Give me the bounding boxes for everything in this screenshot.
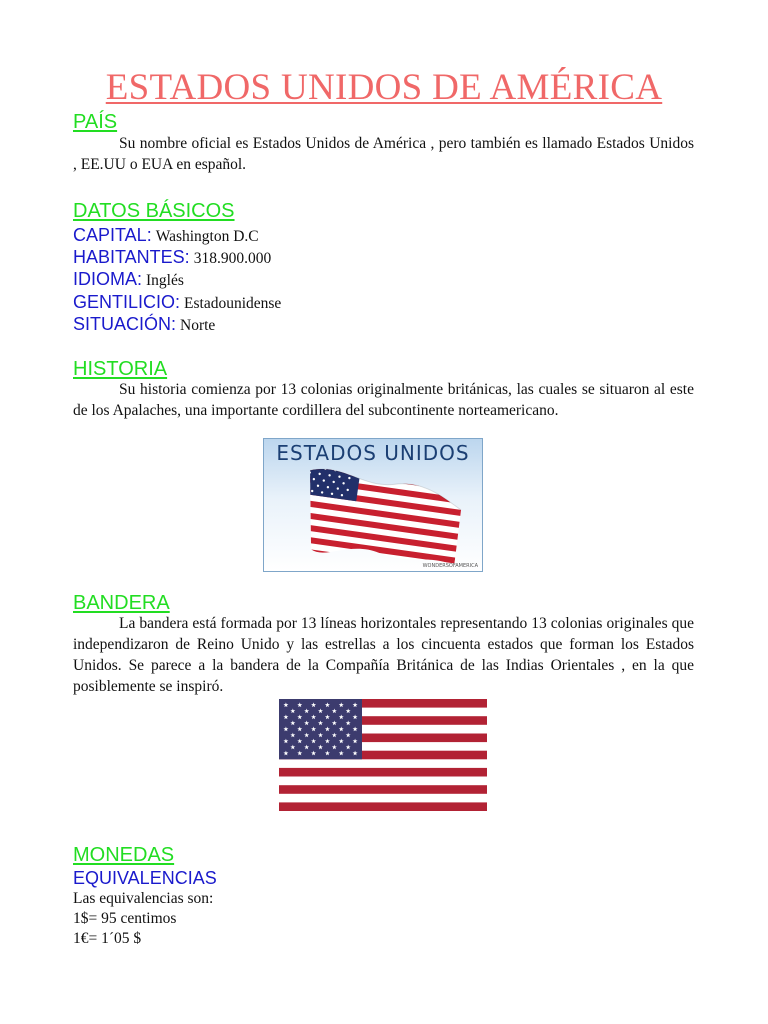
equivalencia-euro: 1€= 1´05 $ (73, 930, 142, 947)
section-heading-historia: HISTORIA (73, 358, 168, 380)
document-title: ESTADOS UNIDOS DE AMÉRICA (105, 67, 663, 108)
habitantes-label: HABITANTES: (73, 247, 190, 267)
us-flag-icon (279, 699, 487, 811)
idioma-label: IDIOMA: (73, 269, 143, 289)
pais-text: Su nombre oficial es Estados Unidos de América , pero también es llamado Estados Unidos , EE.UU o EUA en español. (73, 135, 694, 173)
estados-unidos-image (263, 438, 483, 572)
historia-paragraph (73, 379, 694, 421)
equivalencias-subheading: EQUIVALENCIAS (73, 868, 217, 888)
image-title: ESTADOS UNIDOS (276, 441, 470, 465)
datos-idioma-row (73, 268, 184, 292)
datos-capital-row (73, 224, 259, 248)
historia-text: Su historia comienza por 13 colonias originalmente británicas, las cuales se situaron al este de los Apalaches, una importante cordillera del subcontinente norteamericano. (73, 381, 694, 419)
situacion-value: Norte (180, 317, 216, 334)
gentilicio-label: GENTILICIO: (73, 292, 181, 312)
bandera-paragraph (73, 613, 694, 697)
equivalencia-dolar: 1$= 95 centimos (73, 910, 177, 927)
datos-gentilicio-row (73, 291, 281, 315)
bandera-text: La bandera está formada por 13 líneas horizontales representando 13 colonias originales que independizaron de Reino Unido y las estrellas a los cincuenta estados que forman los Estados Unidos. Se parece a la bandera de la Compañía Británica de las Indias Orientales , en la que posiblemente se inspiró. (73, 615, 694, 695)
gentilicio-value: Estadounidense (184, 295, 282, 312)
capital-label: CAPITAL: (73, 225, 152, 245)
capital-value: Washington D.C (155, 228, 259, 245)
image-caption: WONDERSOFAMERICA (422, 563, 478, 569)
datos-situacion-row (73, 313, 215, 337)
waving-flag-icon (264, 439, 483, 572)
section-heading-pais: PAÍS (73, 111, 118, 133)
idioma-value: Inglés (146, 272, 184, 289)
section-heading-monedas: MONEDAS (73, 844, 175, 866)
situacion-label: SITUACIÓN: (73, 314, 177, 334)
datos-habitantes-row (73, 246, 271, 270)
pais-paragraph (73, 133, 694, 175)
habitantes-value: 318.900.000 (193, 250, 272, 267)
section-heading-datos: DATOS BÁSICOS (73, 200, 235, 222)
section-heading-bandera: BANDERA (73, 592, 170, 614)
equivalencias-intro: Las equivalencias son: (73, 890, 214, 907)
